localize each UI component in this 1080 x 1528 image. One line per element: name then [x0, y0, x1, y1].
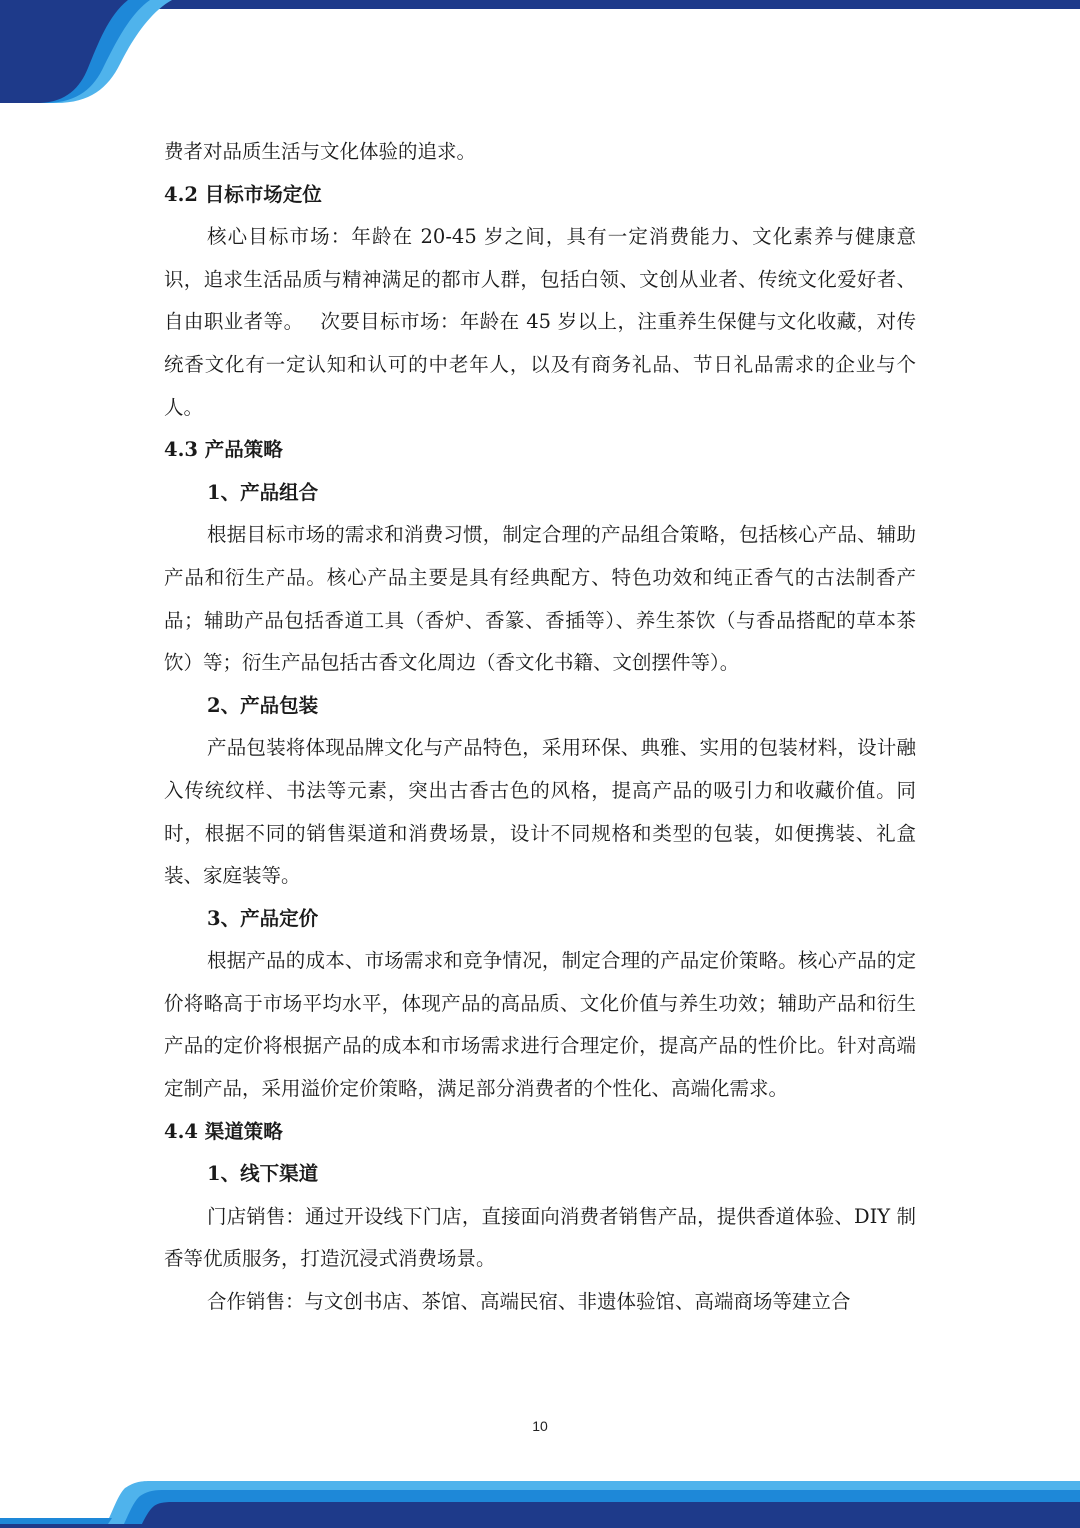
paragraph: 费者对品质生活与文化体验的追求。 — [164, 140, 477, 163]
footer-decoration — [0, 1468, 1080, 1528]
paragraph: 根据产品的成本、市场需求和竞争情况，制定合理的产品定价策略。核心产品的定价将略高于市场平均水平，体现产品的高品质、文化价值与养生功效；辅助产品和衍生产品的定价将根据产品的成本和市场需求进行合理定价，提高产品的性价比。针对高端定制产品，采用溢价定价策略，满足部分消费者的个性化、高端化需求。 — [164, 949, 916, 1101]
subsection-heading: 3、产品定价 — [207, 906, 319, 930]
section-heading: 4.2 目标市场定位 — [164, 182, 322, 206]
paragraph: 核心目标市场：年龄在 20-45 岁之间，具有一定消费能力、文化素养与健康意识，追求生活品质与精神满足的都市人群，包括白领、文创从业者、传统文化爱好者、自由职业者等。 次要目标市场：年龄在 45 岁以上，注重养生保健与文化收藏，对传统香文化有一定认知和认可的中老年人，以及有商务礼品、节日礼品需求的企业与个人。 — [164, 225, 916, 419]
section-heading: 4.4 渠道策略 — [164, 1119, 283, 1143]
header-decoration — [0, 0, 1080, 110]
document-body — [164, 131, 916, 1324]
subsection-heading: 1、线下渠道 — [207, 1162, 319, 1186]
paragraph: 根据目标市场的需求和消费习惯，制定合理的产品组合策略，包括核心产品、辅助产品和衍生产品。核心产品主要是具有经典配方、特色功效和纯正香气的古法制香产品；辅助产品包括香道工具（香炉、香篆、香插等）、养生茶饮（与香品搭配的草本茶饮）等；衍生产品包括古香文化周边（香文化书籍、文创摆件等）。 — [164, 523, 916, 675]
section-heading: 4.3 产品策略 — [164, 438, 283, 462]
paragraph: 合作销售：与文创书店、茶馆、高端民宿、非遗体验馆、高端商场等建立合 — [207, 1290, 851, 1314]
paragraph: 门店销售：通过开设线下门店，直接面向消费者销售产品，提供香道体验、DIY 制香等优质服务，打造沉浸式消费场景。 — [164, 1204, 916, 1271]
subsection-heading: 2、产品包装 — [207, 693, 319, 717]
subsection-heading: 1、产品组合 — [207, 480, 319, 504]
paragraph: 产品包装将体现品牌文化与产品特色，采用环保、典雅、实用的包装材料，设计融入传统纹样、书法等元素，突出古香古色的风格，提高产品的吸引力和收藏价值。同时，根据不同的销售渠道和消费场景，设计不同规格和类型的包装，如便携装、礼盒装、家庭装等。 — [164, 736, 916, 888]
page-number: 10 — [532, 1418, 548, 1434]
